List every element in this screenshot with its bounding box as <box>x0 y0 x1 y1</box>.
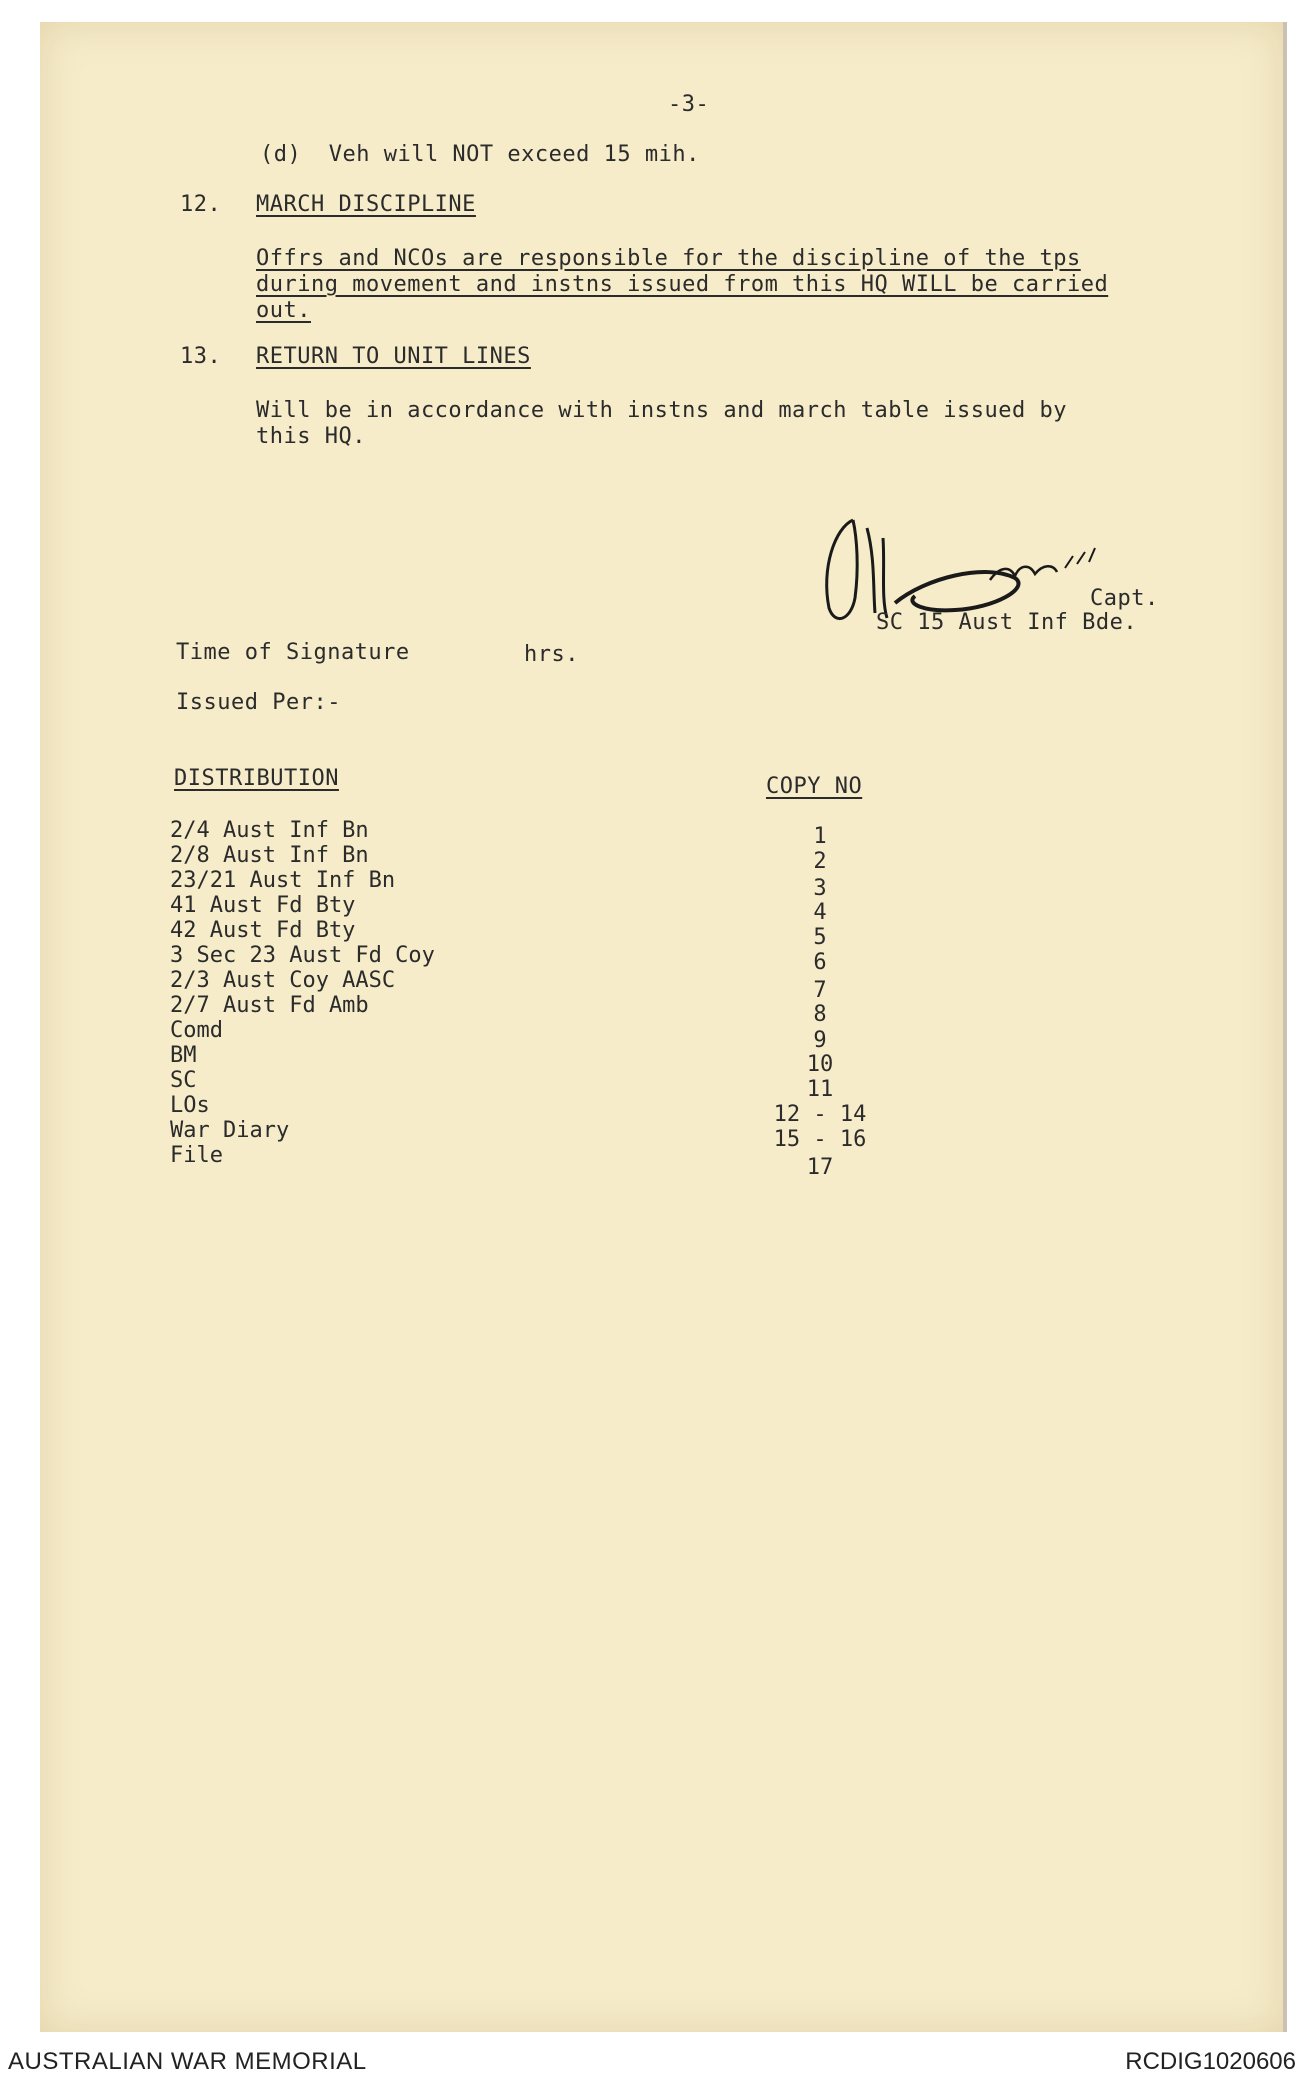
copy-number: 2 <box>813 849 827 874</box>
copy-number: 3 <box>813 876 827 901</box>
section-12-line-3: out. <box>256 298 311 323</box>
section-13-line-1: Will be in accordance with instns and march table issued by <box>256 398 1067 423</box>
copy-number: 8 <box>813 1002 827 1027</box>
signature-appointment: SC 15 Aust Inf Bde. <box>876 610 1138 635</box>
copy-number: 17 <box>806 1155 834 1180</box>
section-13-line-2: this HQ. <box>256 424 366 449</box>
footer-record-id: RCDIG1020606 <box>1125 2048 1296 2075</box>
distribution-unit: LOs <box>170 1093 210 1118</box>
signature-rank: Capt. <box>1090 586 1159 611</box>
copy-number: 15 - 16 <box>773 1127 867 1152</box>
copy-number: 11 <box>806 1077 834 1102</box>
section-12-heading: MARCH DISCIPLINE <box>256 192 476 217</box>
copy-number: 1 <box>813 824 827 849</box>
page-number: -3- <box>668 92 710 117</box>
distribution-unit: 2/8 Aust Inf Bn <box>170 843 369 868</box>
section-13-body <box>256 398 1191 450</box>
distribution-heading: DISTRIBUTION <box>174 766 339 791</box>
issued-per: Issued Per:- <box>176 690 341 715</box>
distribution-unit: 2/7 Aust Fd Amb <box>170 993 369 1018</box>
copy-number: 4 <box>813 900 827 925</box>
distribution-unit: 23/21 Aust Inf Bn <box>170 868 396 893</box>
copy-number: 9 <box>813 1028 827 1053</box>
distribution-unit: 2/3 Aust Coy AASC <box>170 968 396 993</box>
copy-number: 6 <box>813 950 827 975</box>
distribution-unit: 2/4 Aust Inf Bn <box>170 818 369 843</box>
distribution-unit: 41 Aust Fd Bty <box>170 893 356 918</box>
footer-institution: AUSTRALIAN WAR MEMORIAL <box>8 2048 367 2075</box>
distribution-unit: 42 Aust Fd Bty <box>170 918 356 943</box>
copy-no-heading: COPY NO <box>766 774 863 799</box>
time-of-signature-unit: hrs. <box>524 642 579 667</box>
distribution-unit: 3 Sec 23 Aust Fd Coy <box>170 943 435 968</box>
distribution-unit: File <box>170 1143 223 1168</box>
copy-number: 12 - 14 <box>773 1102 867 1127</box>
section-12-number: 12. <box>180 192 222 217</box>
item-d: (d) Veh will NOT exceed 15 mih. <box>260 142 700 167</box>
copy-number: 5 <box>813 925 827 950</box>
section-12-line-2: during movement and instns issued from this HQ WILL be carried <box>256 272 1109 297</box>
copy-number: 10 <box>806 1052 834 1077</box>
time-of-signature-label: Time of Signature <box>176 640 410 665</box>
section-13-number: 13. <box>180 344 222 369</box>
section-13-heading: RETURN TO UNIT LINES <box>256 344 531 369</box>
distribution-unit: Comd <box>170 1018 223 1043</box>
section-12-line-1: Offrs and NCOs are responsible for the discipline of the tps <box>256 246 1081 271</box>
section-12-body <box>256 246 1206 324</box>
distribution-unit: BM <box>170 1043 197 1068</box>
copy-number: 7 <box>813 978 827 1003</box>
page-edge <box>1283 22 1287 2032</box>
distribution-unit: SC <box>170 1068 197 1093</box>
distribution-unit: War Diary <box>170 1118 290 1143</box>
